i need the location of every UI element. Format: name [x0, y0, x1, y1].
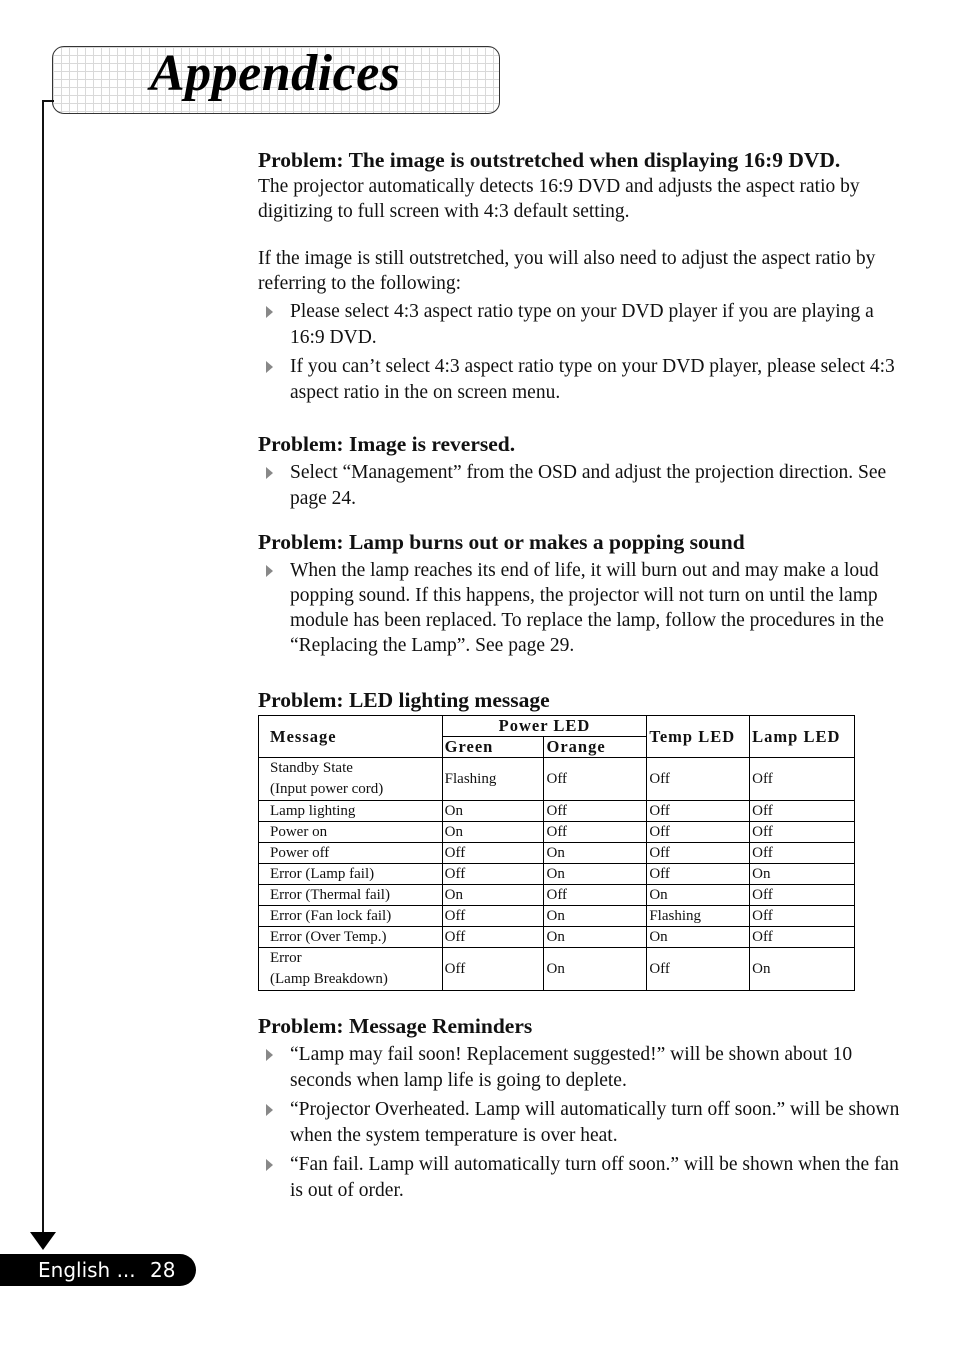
list-item: “Lamp may fail soon! Replacement suggested!” will be shown about 10 seconds when lamp life is going to deplete. — [258, 1042, 902, 1094]
list-item: “Fan fail. Lamp will automatically turn off soon.” will be shown when the fan is out of order. — [258, 1152, 902, 1204]
column-header-lamp-led: Lamp LED — [750, 716, 855, 758]
arrow-down-icon — [30, 1232, 56, 1250]
side-rule — [42, 100, 44, 1234]
side-rule-top — [42, 100, 54, 102]
bullet-list — [258, 558, 902, 658]
cell-green: Off — [442, 948, 544, 991]
cell-green: Off — [442, 927, 544, 948]
cell-temp: Off — [647, 864, 750, 885]
table-row — [259, 758, 855, 801]
column-header-orange: Orange — [544, 737, 647, 758]
table-row — [259, 822, 855, 843]
cell-temp: On — [647, 927, 750, 948]
cell-lamp: Off — [750, 758, 855, 801]
column-header-message: Message — [259, 716, 443, 758]
cell-orange: On — [544, 906, 647, 927]
cell-orange: On — [544, 843, 647, 864]
table-row — [259, 906, 855, 927]
cell-message: Error (Fan lock fail) — [259, 906, 443, 927]
list-item: Please select 4:3 aspect ratio type on your DVD player if you are playing a 16:9 DVD. — [258, 299, 902, 351]
section-heading-outstretched: Problem: The image is outstretched when displaying 16:9 DVD. — [258, 148, 841, 172]
bullet-list — [258, 299, 902, 406]
cell-message: Error (Thermal fail) — [259, 885, 443, 906]
cell-message: Power off — [259, 843, 443, 864]
list-item: “Projector Overheated. Lamp will automatically turn off soon.” will be shown when the system temperature is over heat. — [258, 1097, 902, 1149]
cell-lamp: Off — [750, 885, 855, 906]
cell-lamp: Off — [750, 822, 855, 843]
cell-message: Power on — [259, 822, 443, 843]
cell-message: Error (Lamp Breakdown) — [259, 948, 443, 991]
cell-temp: On — [647, 885, 750, 906]
footer-page-number: 28 — [150, 1258, 176, 1282]
footer-language: English ... — [38, 1258, 136, 1282]
footer-page-tab — [0, 1254, 196, 1286]
cell-green: On — [442, 801, 544, 822]
column-header-temp-led: Temp LED — [647, 716, 750, 758]
table-row — [259, 927, 855, 948]
cell-green: On — [442, 885, 544, 906]
section-heading-reminders: Problem: Message Reminders — [258, 1014, 533, 1038]
paragraph: The projector automatically detects 16:9 DVD and adjusts the aspect ratio by digitizing to full screen with 4:3 default setting. — [258, 176, 860, 222]
cell-lamp: On — [750, 948, 855, 991]
column-header-green: Green — [442, 737, 544, 758]
table-row — [259, 801, 855, 822]
cell-orange: On — [544, 948, 647, 991]
cell-lamp: Off — [750, 801, 855, 822]
triangle-bullet-icon — [266, 306, 273, 318]
list-item: When the lamp reaches its end of life, it will burn out and may make a loud popping sound. If this happens, the projector will not turn on until the lamp module has been replaced. To replace the lamp, follow the procedures in the “Replacing the Lamp”. See page 29. — [258, 558, 902, 658]
triangle-bullet-icon — [266, 361, 273, 373]
bullet-list — [258, 460, 902, 512]
cell-temp: Off — [647, 843, 750, 864]
triangle-bullet-icon — [266, 1159, 273, 1171]
cell-lamp: Off — [750, 927, 855, 948]
cell-green: Off — [442, 843, 544, 864]
list-item: Select “Management” from the OSD and adjust the projection direction. See page 24. — [258, 460, 902, 512]
triangle-bullet-icon — [266, 467, 273, 479]
cell-orange: Off — [544, 822, 647, 843]
bullet-list — [258, 1042, 902, 1204]
table-row — [259, 864, 855, 885]
page-title: Appendices — [150, 45, 401, 102]
section-heading-reversed: Problem: Image is reversed. — [258, 432, 516, 456]
cell-orange: Off — [544, 758, 647, 801]
cell-message: Error (Over Temp.) — [259, 927, 443, 948]
section-heading-led: Problem: LED lighting message — [258, 688, 550, 712]
cell-temp: Flashing — [647, 906, 750, 927]
cell-green: Off — [442, 864, 544, 885]
paragraph: If the image is still outstretched, you will also need to adjust the aspect ratio by referring to the following: — [258, 248, 876, 294]
cell-temp: Off — [647, 948, 750, 991]
cell-message: Lamp lighting — [259, 801, 443, 822]
cell-orange: On — [544, 927, 647, 948]
cell-green: Off — [442, 906, 544, 927]
list-item: If you can’t select 4:3 aspect ratio type on your DVD player, please select 4:3 aspect ratio in the on screen menu. — [258, 354, 902, 406]
cell-message: Error (Lamp fail) — [259, 864, 443, 885]
led-table — [258, 715, 855, 991]
triangle-bullet-icon — [266, 565, 273, 577]
cell-temp: Off — [647, 822, 750, 843]
cell-temp: Off — [647, 758, 750, 801]
cell-lamp: On — [750, 864, 855, 885]
column-header-power-led: Power LED — [442, 716, 647, 737]
section-heading-lamp: Problem: Lamp burns out or makes a popping sound — [258, 530, 745, 554]
table-row — [259, 948, 855, 991]
main-content — [258, 147, 902, 1207]
table-row — [259, 843, 855, 864]
triangle-bullet-icon — [266, 1049, 273, 1061]
cell-green: On — [442, 822, 544, 843]
triangle-bullet-icon — [266, 1104, 273, 1116]
cell-lamp: Off — [750, 843, 855, 864]
cell-orange: On — [544, 864, 647, 885]
cell-temp: Off — [647, 801, 750, 822]
cell-message: Standby State (Input power cord) — [259, 758, 443, 801]
table-row — [259, 885, 855, 906]
cell-lamp: Off — [750, 906, 855, 927]
cell-orange: Off — [544, 801, 647, 822]
cell-orange: Off — [544, 885, 647, 906]
cell-green: Flashing — [442, 758, 544, 801]
